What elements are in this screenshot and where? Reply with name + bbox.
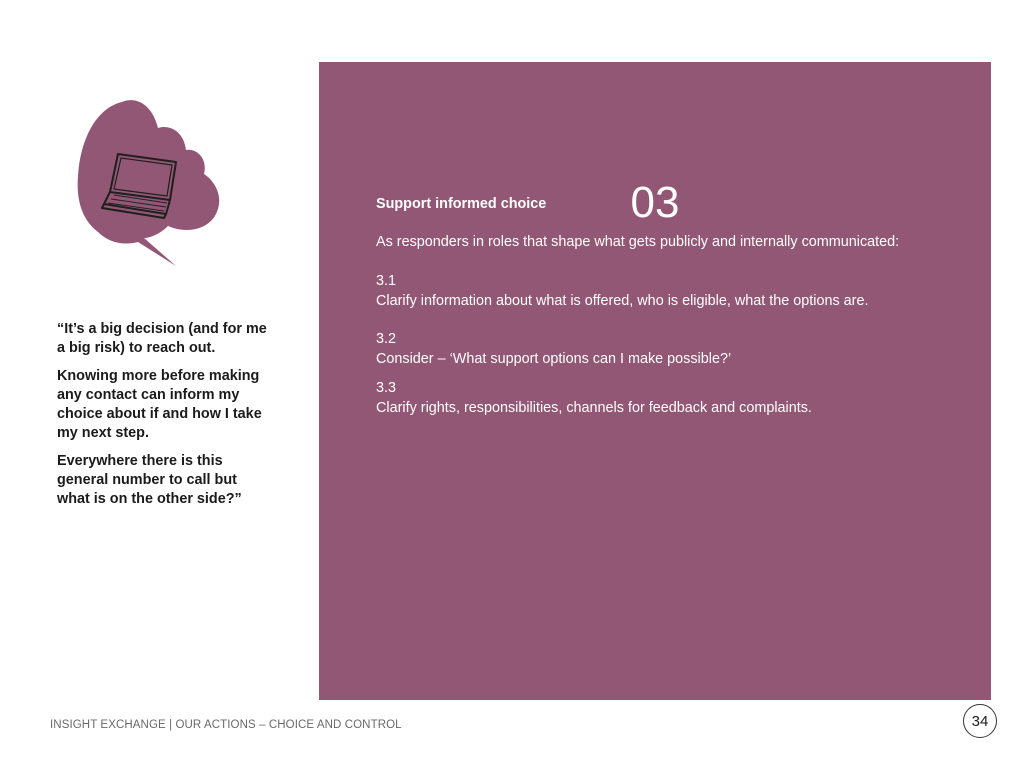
quote-paragraph-2: Knowing more before making any contact can inform my choice about if and how I take my next step.	[57, 368, 262, 441]
action-item	[376, 330, 956, 369]
action-number: 3.1	[376, 273, 397, 289]
section-number: 03	[630, 178, 680, 227]
quote-paragraph-3: Everywhere there is this general number to call but what is on the other side?”	[57, 453, 242, 507]
action-item	[376, 379, 956, 418]
action-text: Clarify rights, responsibilities, channels for feedback and complaints.	[376, 399, 812, 416]
action-number: 3.2	[376, 331, 397, 347]
footer-title: INSIGHT EXCHANGE | OUR ACTIONS – CHOICE AND CONTROL	[50, 719, 402, 731]
page-number: 34	[963, 704, 997, 738]
panel-content	[376, 195, 956, 418]
laptop-speech-bubble-icon	[74, 96, 228, 270]
action-text: Clarify information about what is offered, who is eligible, what the options are.	[376, 292, 869, 309]
quote-paragraph-1: “It’s a big decision (and for me a big risk) to reach out.	[57, 321, 267, 356]
testimonial-quote	[57, 320, 272, 518]
panel-intro: As responders in roles that shape what gets publicly and internally communicated:	[376, 233, 900, 250]
action-number: 3.3	[376, 380, 397, 396]
action-panel	[319, 62, 991, 700]
panel-heading: Support informed choice	[376, 196, 547, 212]
action-text: Consider – ‘What support options can I make possible?’	[376, 350, 732, 367]
action-item	[376, 272, 956, 311]
